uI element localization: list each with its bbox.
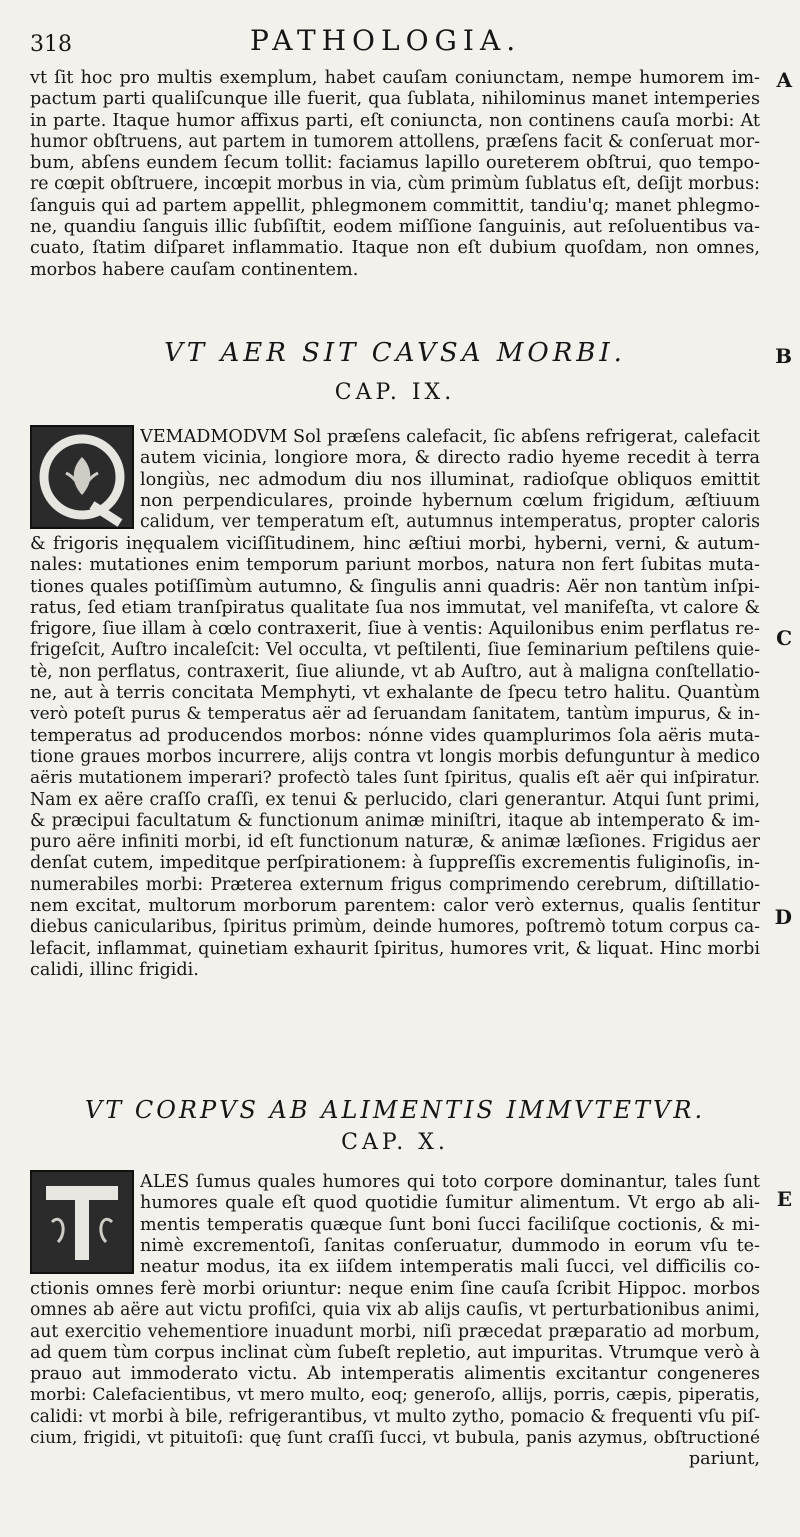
text-line: vt ſit hoc pro multis exemplum, habet cauſam coniunctam, nempe humorem im- xyxy=(30,68,760,88)
chapter-10-opening-lines xyxy=(140,1172,760,1278)
text-line: bum, abſens eundem ſecum tollit: faciamus lapillo oureterem obſtrui, quo tempo- xyxy=(30,153,760,174)
text-line: morbos habere cauſam continentem. xyxy=(30,259,359,280)
chapter-10-body xyxy=(30,1279,760,1471)
text-line: frigore, ſiue illam à cœlo contraxerit, ſiue à ventis: Aquilonibus enim perflatus re- xyxy=(30,619,760,640)
continuation-paragraph xyxy=(30,68,760,281)
text-line: cium, frigidi, vt pituitoſi: quę ſunt craſſi ſucci, vt bubula, panis azymus, obſtructioné xyxy=(30,1428,760,1449)
chapter-10-number: CAP. X. xyxy=(341,1130,449,1155)
catchword: pariunt, xyxy=(688,1449,760,1470)
text-line: & præcipui facultatum & functionum animæ miniſtri, itaque ab intemperato & im- xyxy=(30,810,760,831)
text-line: morbi: Calefacientibus, vt mero multo, eoq; generoſo, allijs, porris, cæpis, piperatis, xyxy=(30,1385,760,1406)
text-line: nimè excrementoſi, ſanitas conſeruatur, dummodo in eorum vſu te- xyxy=(140,1235,760,1256)
text-line: omnes ab aëre aut victu profiſci, quia vix ab alijs cauſis, vt perturbationibus animi, xyxy=(30,1300,760,1321)
text-line: numerabiles morbi: Præterea externum frigus comprimendo cerebrum, diſtillatio- xyxy=(30,874,760,895)
text-line: humor obſtruens, aut partem in tumorem attollens, præſens facit & conſeruat mor- xyxy=(30,131,760,152)
chapter-9-body xyxy=(30,534,760,981)
text-line: nales: mutationes enim temporum pariunt morbos, natura non fert ſubitas muta- xyxy=(30,555,760,576)
text-line: nem excitat, multorum morborum parentem: calor verò externus, qualis ſentitur xyxy=(30,896,760,917)
chapter-9-opening-lines xyxy=(140,427,760,533)
text-line: & frigoris inęqualem viciſſitudinem, hinc æſtiui morbi, hyberni, verni, & autum- xyxy=(30,534,760,554)
text-line: aut exercitio vehementiore inuadunt morbi, niſi præcedat præparatio ad morbum, xyxy=(30,1321,760,1342)
text-line: humores quale eſt quod quotidie ſumitur alimentum. Vt ergo ab ali- xyxy=(140,1193,760,1214)
text-line: aëris mutationem imperari? profectò tales ſunt ſpiritus, qualis eſt aër qui inſpiratur. xyxy=(30,768,760,789)
text-line: ne, quandiu ſanguis illic ſubſiſtit, eodem miſſione ſanguinis, aut reſoluentibus va- xyxy=(30,217,760,238)
text-line: calidum, ver temperatum eſt, autumnus intemperatus, propter caloris xyxy=(140,512,760,533)
text-line: mentis temperatis quæque ſunt boni ſucci faciliſque coctionis, & mi- xyxy=(140,1214,760,1235)
drop-cap-q-icon xyxy=(30,425,134,529)
text-line: tè, non perflatus, contraxerit, ſiue aliunde, vt ab Auſtro, aut à maligna conſtellatio- xyxy=(30,661,760,682)
margin-letter-d: D xyxy=(774,905,792,929)
text-line: ctionis omnes ferè morbi oriuntur: neque enim ſine cauſa ſcribit Hippoc. morbos xyxy=(30,1279,760,1299)
text-line: lefacit, inflammat, quinetiam exhaurit ſpiritus, humores vrit, & liquat. Hinc morbi xyxy=(30,938,760,959)
chapter-10-heading: VT CORPVS AB ALIMENTIS IMMVTETVR. xyxy=(84,1096,706,1124)
text-line: ALES ſumus quales humores qui toto corpore dominantur, tales ſunt xyxy=(140,1172,760,1192)
running-head xyxy=(0,22,800,62)
text-line: autem vicinia, longiore mora, & directo radio hyeme recedit à terra xyxy=(140,448,760,469)
text-line: ratus, ſed etiam tranſpiratus qualitate ſua nos immutat, vel manifeſta, vt calore & xyxy=(30,597,760,618)
text-line: denſat cutem, impeditque perſpirationem: à ſuppreſſis excrementis fuliginoſis, in- xyxy=(30,853,760,874)
text-line: calidi: vt morbi à bile, refrigerantibus, vt multo zytho, pomacio & frequenti vſu piſ- xyxy=(30,1406,760,1427)
text-line: frigeſcit, Auſtro incaleſcit: Vel occulta, vt peſtilenti, ſiue ſeminarium peſtilens quie- xyxy=(30,640,760,661)
margin-letter-b: B xyxy=(775,344,792,368)
chapter-9-number: CAP. IX. xyxy=(334,380,456,405)
text-line: puro aëre infiniti morbi, id eſt functionum naturæ, & animæ læſiones. Frigidus aer xyxy=(30,832,760,853)
text-line: ne, aut à terris concitata Memphyti, vt exhalante de ſpecu tetro halitu. Quantùm xyxy=(30,683,760,704)
text-line: pactum parti qualiſcunque ille fuerit, qua ſublata, nihilominus manet intemperies xyxy=(30,89,760,110)
drop-cap-t-icon xyxy=(30,1170,134,1274)
text-line: tione graues morbos incurrere, alijs contra vt longis morbis defunguntur à medico xyxy=(30,746,760,767)
text-line: in parte. Itaque humor affixus parti, eſt coniuncta, non continens cauſa morbi: At xyxy=(30,110,760,131)
text-line: prauo aut immoderato victu. Ab intemperatis alimentis excitantur congeneres xyxy=(30,1364,760,1385)
text-line: diebus canicularibus, ſpiritus primùm, deinde humores, poſtremò totum corpus ca- xyxy=(30,917,760,938)
running-title: PATHOLOGIA. xyxy=(250,24,522,57)
chapter-9-heading: VT AER SIT CAVSA MORBI. xyxy=(164,338,626,368)
text-line: non perpendiculares, proinde hybernum cœlum frigidum, æſtiuum xyxy=(140,490,760,511)
text-line: Nam ex aëre craſſo craſſi, ex tenui & perlucido, clari generantur. Atqui ſunt primi, xyxy=(30,789,760,810)
text-line: re cœpit obſtruere, incœpit morbus in via, cùm primùm ſublatus eſt, deſijt morbus: xyxy=(30,174,760,195)
text-line: ſanguis qui ad partem appellit, phlegmonem committit, tandiu'q; manet phlegmo- xyxy=(30,195,760,216)
text-line: tiones quales potiſſimùm autumno, & ſingulis anni quadris: Aër non tantùm inſpi- xyxy=(30,576,760,597)
margin-letter-c: C xyxy=(776,626,792,650)
margin-letter-a: A xyxy=(776,68,792,92)
text-line: cuato, ſtatim diſparet inflammatio. Itaque non eſt dubium quoſdam, non omnes, xyxy=(30,238,760,259)
text-line: VEMADMODVM Sol præſens calefacit, ſic abſens refrigerat, calefacit xyxy=(140,427,760,447)
text-line: ad quem tùm corpus inclinat cùm ſubeſt repletio, aut impuritas. Vtrumque verò à xyxy=(30,1342,760,1363)
text-line: calidi, illinc frigidi. xyxy=(30,959,199,980)
margin-letter-e: E xyxy=(776,1187,792,1211)
text-line: longiùs, nec admodum diu nos illuminat, radioſque obliquos emittit xyxy=(140,469,760,490)
text-line: temperatus ad producendos morbos: nónne vides quamplurimos ſola aëris muta- xyxy=(30,725,760,746)
text-line: verò poteſt purus & temperatus aër ad ſeruandam ſanitatem, tantùm impurus, & in- xyxy=(30,704,760,725)
page-number: 318 xyxy=(30,32,72,57)
text-line: neatur modus, ita ex iiſdem intemperatis mali ſucci, vel difficilis co- xyxy=(140,1257,760,1278)
